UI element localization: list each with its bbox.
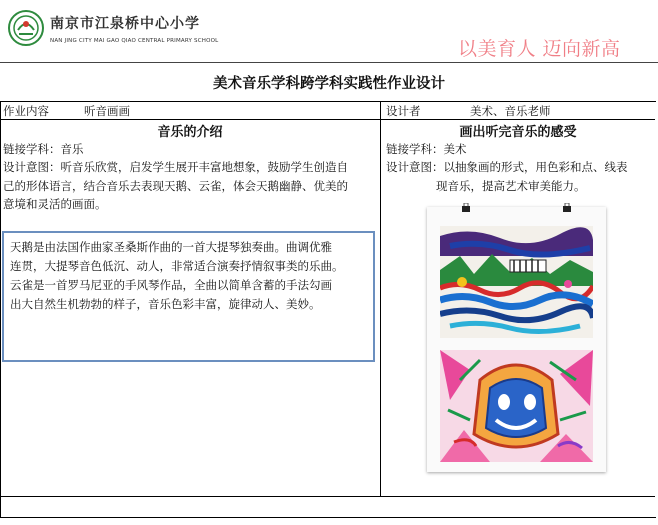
header-divider [0,62,658,63]
right-heading: 画出听完音乐的感受 [459,125,577,140]
intro-line: 出大自然生机勃勃的样子，音乐色彩丰富，旋律动人、美妙。 [10,297,321,311]
intro-line: 连贯，大提琴音色低沉、动人，非常适合演奏抒情叙事类的乐曲。 [10,259,344,273]
binder-clip-icon [461,203,471,213]
designer-value: 美术、音乐老师 [470,104,551,118]
school-logo-icon [8,10,44,46]
intent-line: 设计意图：听音乐欣赏，启发学生展开丰富地想象，鼓励学生创造自 [3,160,348,174]
abstract-painting-swan [440,226,593,338]
content-value: 听音画画 [84,104,130,118]
abstract-painting-lark [440,350,593,462]
intro-line: 天鹅是由法国作曲家圣桑斯作曲的一首大提琴独奏曲。曲调优雅 [10,240,332,254]
designer-label: 设计者 [386,104,421,118]
music-intro-text [10,238,370,314]
slogan: 以美育人 迈向新高 [458,38,621,60]
left-heading: 音乐的介绍 [157,125,223,140]
right-intent-line2: 现音乐，提高艺术审美能力。 [436,179,586,193]
intro-line: 云雀是一首罗马尼亚的手风琴作品，全曲以简单含蓄的手法勾画 [10,278,332,292]
intent-line: 己的形体语言，结合音乐去表现天鹅、云雀，体会天鹅幽静、优美的 [3,178,348,193]
table-row-divider [0,496,655,497]
intent-line: 意境和灵活的画面。 [3,197,107,211]
table-column-divider [380,101,381,496]
school-name-en: NAN JING CITY MAI GAO QIAO CENTRAL PRIMARY SCHOOL [50,38,219,44]
page-title: 美术音乐学科跨学科实践性作业设计 [213,76,445,92]
right-intent-line1: 设计意图：以抽象画的形式，用色彩和点、线表 [386,160,628,174]
right-subject: 链接学科：美术 [386,142,467,156]
left-intent [3,158,379,214]
school-name-cn: 南京市江泉桥中心小学 [50,16,200,32]
binder-clip-icon [562,203,572,213]
content-label: 作业内容 [3,104,49,118]
left-subject: 链接学科：音乐 [3,142,84,156]
